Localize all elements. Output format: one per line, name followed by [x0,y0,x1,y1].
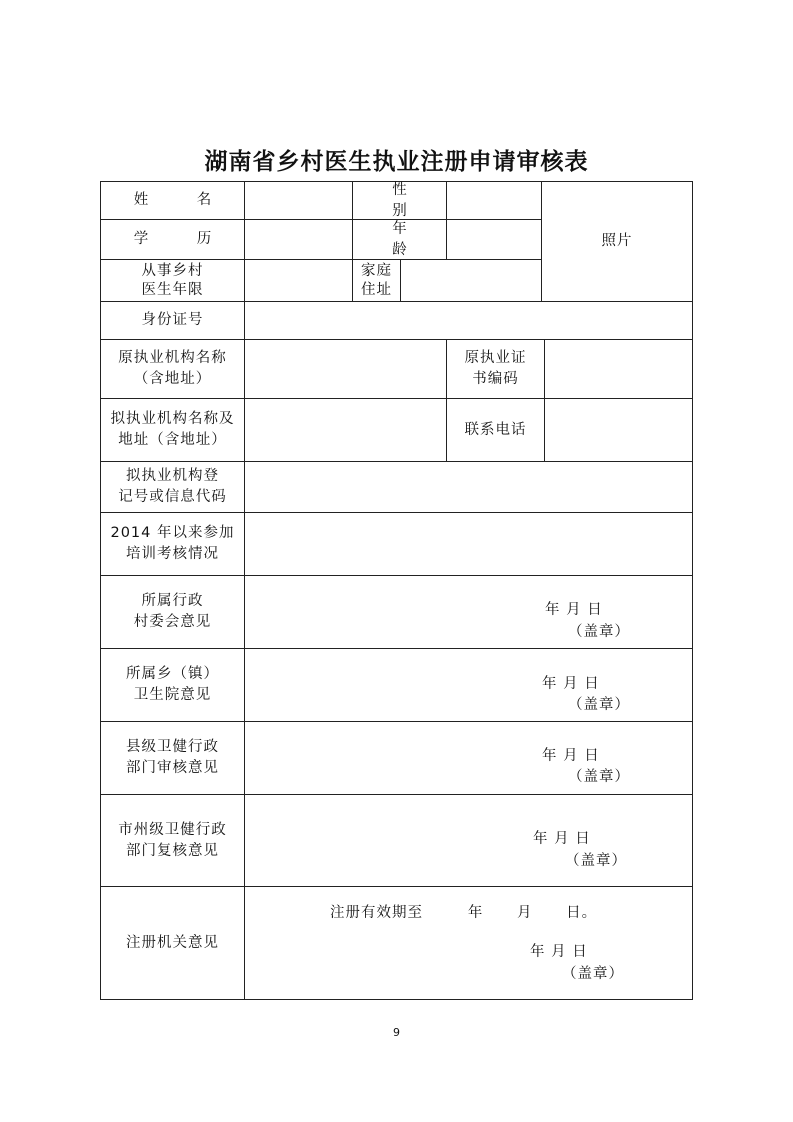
years-label: 从事乡村 医生年限 [141,262,204,298]
phone-field[interactable] [545,399,692,461]
border-right [692,181,693,1000]
city-opinion-field[interactable] [245,795,692,886]
age-label: 年 龄 [392,220,429,258]
photo-label: 照片 [601,233,633,249]
county-date: 年 月 日 [542,748,600,764]
border-bottom [100,999,693,1000]
gender-label: 性 别 [392,181,429,219]
training-label: 2014 年以来参加 培训考核情况 [110,525,235,562]
reg-no-field[interactable] [245,462,692,512]
village-seal: （盖章） [568,624,630,640]
orig-org-field[interactable] [245,340,446,398]
orig-org-label: 原执业机构名称 （含地址） [118,350,227,387]
id-label: 身份证号 [141,312,204,328]
education-field[interactable] [245,220,352,259]
orig-cert-field[interactable] [545,340,692,398]
township-date: 年 月 日 [542,676,600,692]
village-label: 所属行政 村委会意见 [133,593,212,630]
age-field[interactable] [447,220,541,259]
form-title: 湖南省乡村医生执业注册申请审核表 [204,149,589,175]
name-field[interactable] [245,182,352,219]
county-label: 县级卫健行政 部门审核意见 [126,739,219,776]
city-label: 市州级卫健行政 部门复核意见 [118,821,227,859]
township-seal: （盖章） [568,697,630,713]
gender-field[interactable] [447,182,541,219]
orig-cert-label: 原执业证 书编码 [464,350,527,387]
village-date: 年 月 日 [545,602,603,618]
photo-box[interactable] [542,182,692,301]
training-field[interactable] [245,513,692,575]
county-seal: （盖章） [568,769,630,785]
registration-date: 年 月 日 [530,944,588,960]
city-date: 年 月 日 [533,831,591,847]
name-label: 姓 名 [133,192,234,208]
reg-no-label: 拟执业机构登 记号或信息代码 [118,468,227,505]
phone-label: 联系电话 [464,421,527,438]
address-field[interactable] [401,260,541,301]
address-label: 家庭 住址 [361,262,392,298]
registration-label: 注册机关意见 [126,934,219,951]
education-label: 学 历 [133,231,234,247]
validity-text: 注册有效期至 年 月 日。 [330,905,598,921]
new-org-field[interactable] [245,399,446,461]
township-label: 所属乡（镇） 卫生院意见 [126,666,219,703]
registration-seal: （盖章） [562,966,624,982]
page-number: 9 [393,1026,400,1039]
new-org-label: 拟执业机构名称及 地址（含地址） [110,411,235,448]
id-field[interactable] [245,302,692,339]
years-field[interactable] [245,260,352,301]
city-seal: （盖章） [565,853,627,869]
